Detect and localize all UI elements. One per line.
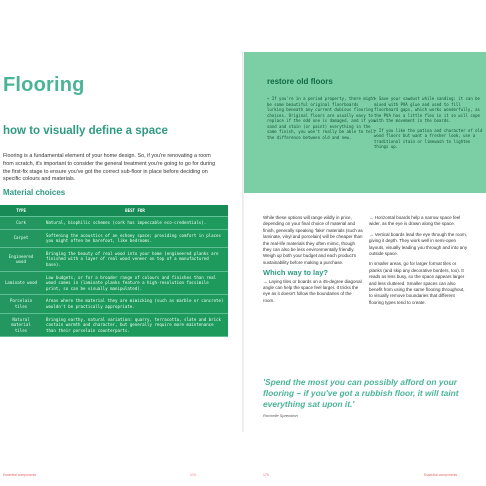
page-subtitle: how to visually define a space [3,125,168,137]
body-paragraph: In smaller areas, go for larger format tiles or planks (and skip any decorative borders, too). It reads as less busy, so the space appears larger and less cluttered. Smaller spaces can also benefit from using the same flooring throughout, to visually remove boundaries that different flooring types tend to create. [369,261,465,305]
body-paragraph: While these options will range wildly in price, depending on your final choice of material and finish, generally speaking 'fake' materials (such as laminate, vinyl and porcelain) will be cheaper than the real-life materials they often mimic, though they can also be less environmentally friendly. Weigh up both your budget and each product's sustainability before making a purchase. [263,215,363,265]
restore-old-floors-box [244,52,486,193]
table-cell-best-for: Natural, biophilic schemes (cork has impeccable eco-credentials). [42,217,228,230]
bullet-diagonal: → Laying tiles or boards on a 45-degree diagonal angle can help the space feel larger. It tricks the eye as it doesn't follow the boundaries of the room. [263,278,362,303]
intro-paragraph: Flooring is a fundamental element of your home design. So, if you're renovating a room from scratch, it's important to consider the general treatment you're going to go for during the first-fix stage to ensure you've got the correct sub-floor in place before deciding on specific colours and materials. [3,153,216,183]
table-cell-best-for: Bringing earthy, natural variation: quarry, terracotta, slate and brick contain warmth and character, but generally require more maintenance than their porcelain counterparts. [42,313,228,337]
box-tip: → Save your sawdust while sanding: it can be mixed with PVA glue and used to fill floorboard gaps, which works wonderfully, as the PVA has a little flex in it so will cope with the movement in the boards. [374,96,480,123]
table-cell-type: Porcelain tiles [0,295,42,313]
bullet-horizontal: → Horizontal boards help a narrow space feel wider, as the eye is drawn along the space. [369,215,461,227]
right-page [244,52,486,477]
table-header-best-for: BEST FOR [42,205,228,217]
materials-table [0,205,228,337]
table-header-type: TYPE [0,205,42,217]
table-cell-type: Cork [0,217,42,230]
table-row [0,229,228,247]
table-header-row [0,205,228,217]
footer-section-label: Essential components [424,473,458,477]
table-row [0,217,228,230]
table-cell-type: Carpet [0,229,42,247]
box-column-left [267,96,377,144]
left-page [0,52,242,477]
box-title: restore old floors [267,77,333,86]
footer-section-label: Essential components [3,473,37,477]
material-choices-heading: Material choices [3,188,66,197]
body-column-right [369,215,469,310]
pull-quote: 'Spend the most you can possibly afford on your flooring – if you've got a rubbish floor, it will taint everything sat upon it.' [263,377,459,409]
footer-page-number: 175 [263,473,269,477]
table-cell-type: Engineered wood [0,247,42,271]
table-row [0,313,228,337]
table-row [0,295,228,313]
box-column-right [374,96,484,154]
table-cell-best-for: Areas where the material they are mimicking (such as marble or concrete) wouldn't be practically appropriate. [42,295,228,313]
table-row [0,247,228,271]
footer-page-number: 174 [190,473,196,477]
table-cell-best-for: Low budgets, or for a broader range of colours and finishes than real wood comes in (laminate planks feature a high-resolution facsimile print, so can be visually manipulated). [42,271,228,295]
table-cell-type: Laminate wood [0,271,42,295]
table-cell-best-for: Bringing the beauty of real wood into your home (engineered planks are finished with a layer of real wood veneer on top of a manufactured base). [42,247,228,271]
box-tip: → If you like the patina and character of old wood floors but want a fresher look, use a traditional stain or limewash to lighten things up. [374,127,483,149]
page-title: Flooring [3,74,85,96]
body-column-left [263,215,363,308]
table-row [0,271,228,295]
table-cell-best-for: Softening the acoustics of an echoey space; providing comfort in places you might often be barefoot, like bedrooms. [42,229,228,247]
table-cell-type: Natural material tiles [0,313,42,337]
which-way-heading: Which way to lay? [263,268,329,278]
box-tip: → If you're in a period property, there might be some beautiful original floorboards lurking beneath any current dubious flooring choices. Original floors are usually easy to replace if the odd one is damaged, and if you sand and stain (or paint) everything in the same finish, you won't really be able to tell the difference between old and new. [267,96,376,140]
bullet-vertical: → Vertical boards lead the eye through the room, giving it depth. They work well in semi-open layouts, visually leading you through and into any outside space. [369,231,468,257]
quote-attribution: Rochelle Sprenkton [263,413,298,418]
